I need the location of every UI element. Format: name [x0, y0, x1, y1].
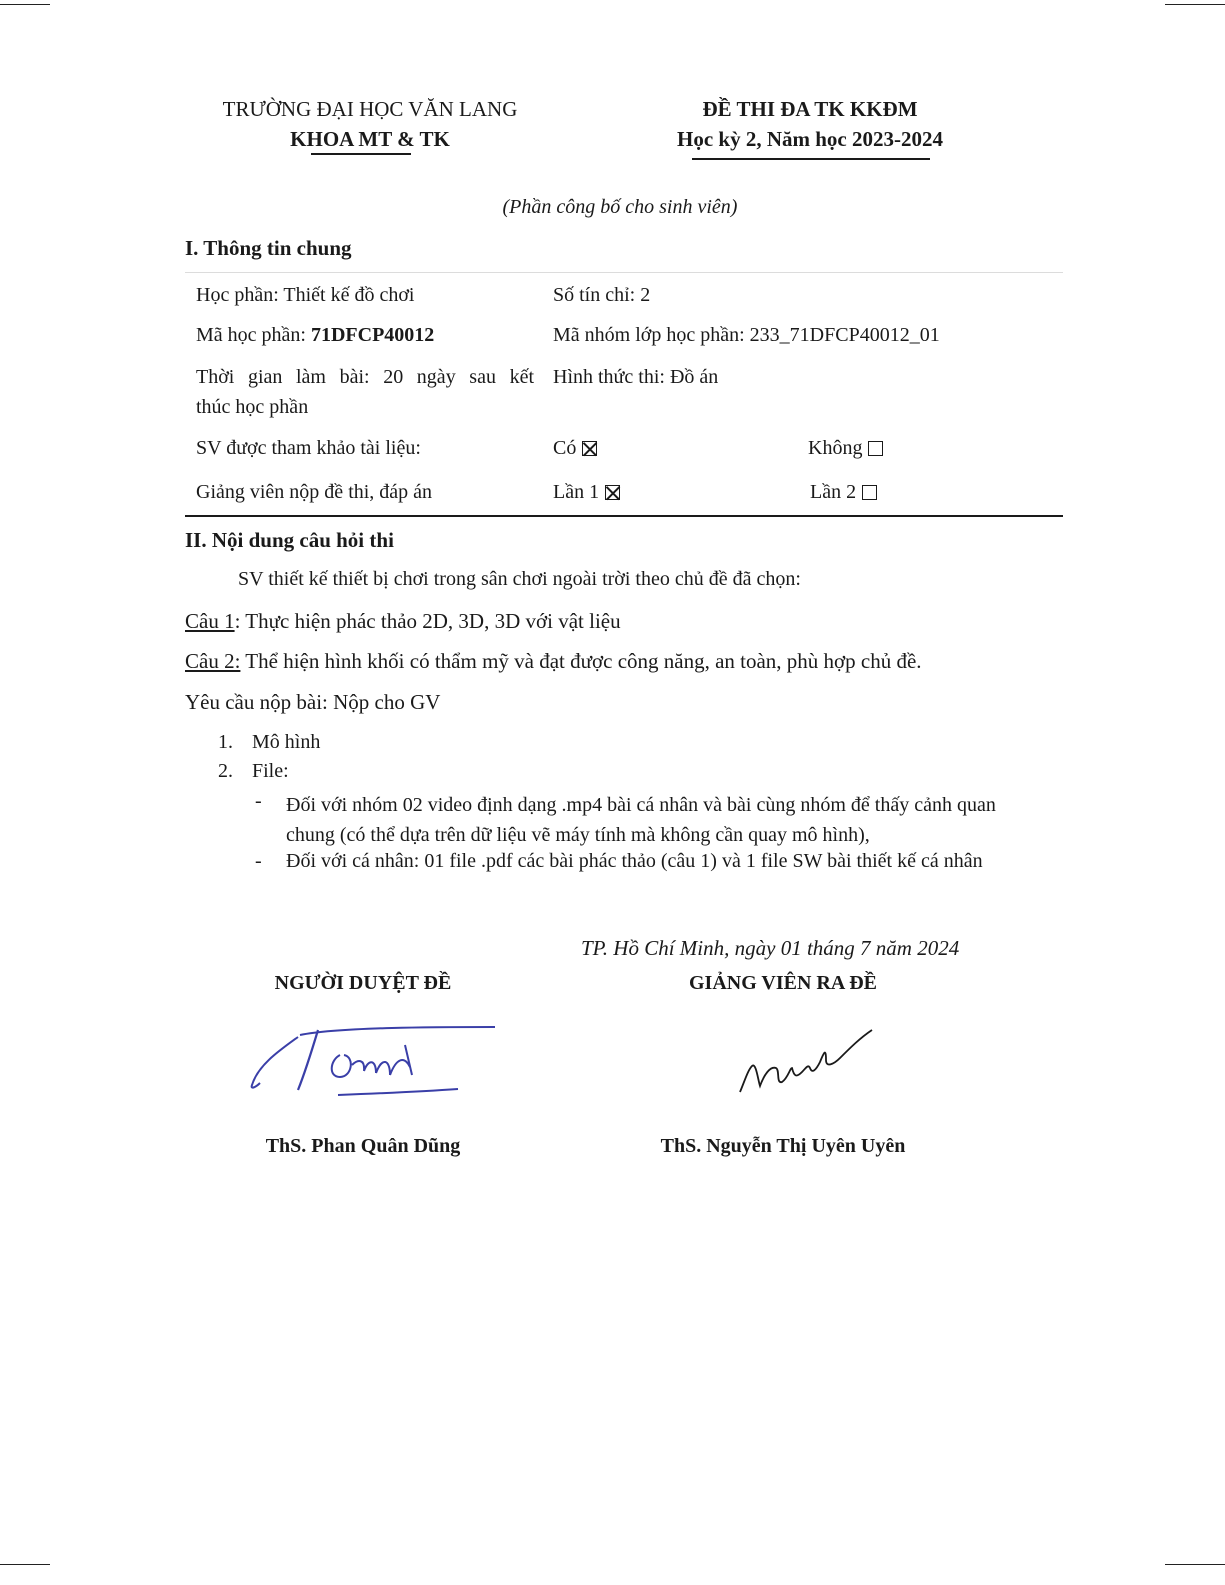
sub-list-line: Đối với nhóm 02 video định dạng .mp4 bài cá nhân và bài cùng nhóm để thấy cảnh quan: [286, 794, 996, 816]
reference-yes-label: Có: [553, 437, 577, 459]
reference-no-label: Không: [808, 437, 863, 459]
lecturer-title: GIẢNG VIÊN RA ĐỀ: [689, 972, 877, 994]
submit-second-label: Lần 2: [810, 481, 857, 503]
list-number: 1.: [218, 731, 233, 753]
sub-list-item: Đối với cá nhân: 01 file .pdf các bài phác thảo (câu 1) và 1 file SW bài thiết kế cá nhân: [286, 850, 983, 872]
public-note: (Phần công bố cho sinh viên): [502, 196, 738, 218]
lecturer-name: ThS. Nguyễn Thị Uyên Uyên: [660, 1135, 906, 1157]
university-name: TRƯỜNG ĐẠI HỌC VĂN LANG: [222, 97, 518, 121]
exam-duration: [196, 362, 534, 422]
faculty-underline: [311, 153, 411, 155]
dash-bullet: -: [255, 790, 262, 812]
table-top-rule: [185, 272, 1063, 273]
credits: Số tín chỉ: 2: [553, 284, 651, 306]
dash-bullet: -: [255, 850, 262, 872]
question-2-text: Thể hiện hình khối có thẩm mỹ và đạt được công năng, an toàn, phù hợp chủ đề.: [240, 649, 922, 673]
approver-name: ThS. Phan Quân Dũng: [265, 1135, 461, 1157]
empty-box-icon: [868, 441, 883, 456]
question-2-label: Câu 2:: [185, 649, 241, 673]
reference-yes: [553, 433, 597, 463]
sub-list-item: [286, 790, 996, 850]
checked-box-icon: [582, 441, 597, 456]
semester-underline: [692, 158, 930, 160]
course-code-label: Mã học phần:: [196, 324, 311, 346]
crop-mark: [0, 4, 50, 5]
submit-first: [553, 477, 620, 507]
checked-box-icon: [605, 485, 620, 500]
question-1: [185, 609, 621, 634]
approver-title: NGƯỜI DUYỆT ĐỀ: [274, 972, 452, 994]
submit-label: Giảng viên nộp đề thi, đáp án: [196, 481, 433, 503]
group-code: Mã nhóm lớp học phần: 233_71DFCP40012_01: [553, 324, 940, 346]
approver-signature: [240, 1015, 510, 1105]
reference-no: [808, 433, 883, 463]
exam-duration-line2: thúc học phần: [196, 396, 309, 418]
question-2: [185, 649, 922, 674]
submit-second: [810, 477, 877, 507]
list-number: 2.: [218, 760, 233, 782]
lecturer-signature: [730, 1020, 880, 1100]
faculty-name: KHOA MT & TK: [290, 127, 450, 151]
question-1-text: : Thực hiện phác thảo 2D, 3D, 3D với vật liệu: [234, 609, 621, 633]
table-bottom-rule: [185, 515, 1063, 517]
question-1-label: Câu 1: [185, 609, 235, 633]
submission-requirement: Yêu cầu nộp bài: Nộp cho GV: [185, 690, 441, 714]
crop-mark: [1165, 4, 1225, 5]
exam-title: ĐỀ THI ĐA TK KKĐM: [702, 97, 918, 121]
semester: Học kỳ 2, Năm học 2023-2024: [677, 127, 943, 151]
sub-list-line: chung (có thể dựa trên dữ liệu vẽ máy tính mà không cần quay mô hình),: [286, 824, 870, 846]
reference-label: SV được tham khảo tài liệu:: [196, 437, 421, 459]
list-item: Mô hình: [252, 731, 321, 753]
place-date: TP. Hồ Chí Minh, ngày 01 tháng 7 năm 2024: [581, 936, 960, 960]
intro-text: SV thiết kế thiết bị chơi trong sân chơi ngoài trời theo chủ đề đã chọn:: [238, 568, 801, 590]
course-code-value: 71DFCP40012: [310, 324, 435, 346]
section-title: I. Thông tin chung: [185, 236, 352, 260]
exam-form: Hình thức thi: Đồ án: [553, 366, 719, 388]
course-name: Học phần: Thiết kế đồ chơi: [196, 284, 415, 306]
course-code: [196, 320, 434, 350]
empty-box-icon: [862, 485, 877, 500]
submit-first-label: Lần 1: [553, 481, 600, 503]
exam-duration-line1: Thời gian làm bài: 20 ngày sau kết: [196, 366, 534, 388]
list-item: File:: [252, 760, 289, 782]
crop-mark: [1165, 1564, 1225, 1565]
crop-mark: [0, 1564, 50, 1565]
section-title: II. Nội dung câu hỏi thi: [185, 528, 394, 552]
